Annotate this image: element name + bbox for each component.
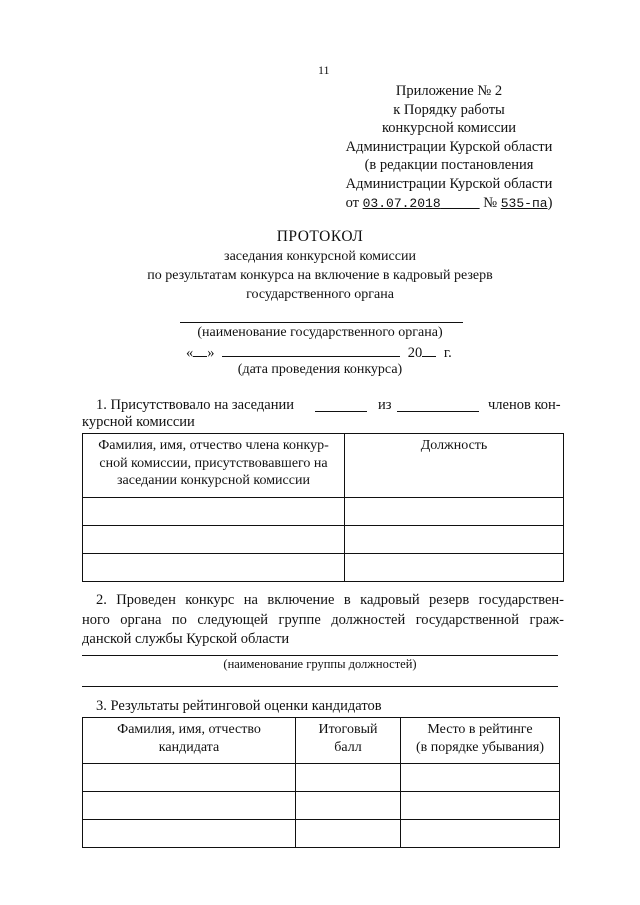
conference-date-line (186, 344, 486, 362)
commission-members-table (82, 433, 564, 582)
year-suffix: г. (443, 345, 452, 361)
appendix-line-6: Администрации Курской области (345, 175, 553, 192)
total-count-blank (397, 411, 479, 412)
year-blank (422, 344, 436, 357)
group-name-caption: (наименование группы должностей) (223, 657, 417, 671)
section1-text-c: членов кон- (488, 397, 561, 413)
appendix-line-4: Администрации Курской области (345, 138, 553, 155)
document-subtitle (0, 247, 640, 304)
day-blank (193, 344, 207, 357)
closing-paren: ) (547, 194, 553, 211)
appendix-date-line (318, 194, 580, 214)
group-name-line (82, 655, 558, 656)
table-row (83, 820, 560, 848)
section1-text-b: из (378, 397, 392, 413)
org-name-caption: (наименование государственного органа) (197, 325, 443, 340)
table-row (83, 498, 564, 526)
appendix-block (318, 82, 580, 213)
conference-date-caption: (дата проведения конкурса) (237, 362, 403, 377)
table-row (83, 764, 560, 792)
candidates-rating-table (82, 717, 560, 848)
section1-text-d: курсной комиссии (82, 414, 195, 430)
group-name-line-2 (82, 686, 558, 687)
org-name-line (180, 322, 463, 323)
date-prefix: от (345, 194, 359, 211)
table1-header-position: Должность (345, 434, 564, 498)
close-quote: » (207, 345, 215, 361)
section2-line-1: 2. Проведен конкурс на включение в кадровый резерв государствен- (96, 592, 564, 608)
open-quote: « (186, 345, 194, 361)
appendix-line-1: Приложение № 2 (395, 83, 503, 99)
subtitle-line-2: по результатам конкурса на включение в кадровый резерв (147, 268, 493, 283)
year-prefix: 20 (407, 345, 423, 361)
section2-text (82, 591, 564, 650)
appendix-line-2: к Порядку работы (393, 101, 505, 118)
table-row (83, 792, 560, 820)
section1-text-a: 1. Присутствовало на заседании (96, 397, 295, 413)
subtitle-line-1: заседания конкурсной комиссии (224, 249, 416, 264)
section3-heading: 3. Результаты рейтинговой оценки кандидатов (96, 698, 382, 714)
appendix-line-5: (в редакции постановления (364, 157, 534, 174)
document-title: ПРОТОКОЛ (276, 228, 364, 245)
table-row (83, 554, 564, 582)
decree-date: 03.07.2018 (362, 195, 441, 211)
page-number: 11 (318, 63, 330, 77)
number-prefix: № (483, 194, 498, 211)
table2-header-row (83, 718, 560, 764)
table1-header-fio: Фамилия, имя, отчество члена конкур- сной комиссии, присутствовавшего на заседании конкурсной комиссии (83, 434, 345, 498)
table-row (83, 526, 564, 554)
appendix-line-3: конкурсной комиссии (381, 120, 517, 137)
table2-header-fio: Фамилия, имя, отчество кандидата (83, 718, 296, 764)
table1-header-row (83, 434, 564, 498)
section2-line-2: ного органа по следующей группе должностей государственной граж- (82, 611, 564, 628)
table2-header-place: Место в рейтинге (в порядке убывания) (401, 718, 560, 764)
month-blank (222, 344, 400, 357)
subtitle-line-3: государственного органа (246, 287, 394, 302)
section2-line-3: данской службы Курской области (82, 631, 290, 647)
table2-header-score: Итоговый балл (296, 718, 401, 764)
decree-number: 535-па (500, 195, 548, 211)
present-count-blank (315, 411, 367, 412)
